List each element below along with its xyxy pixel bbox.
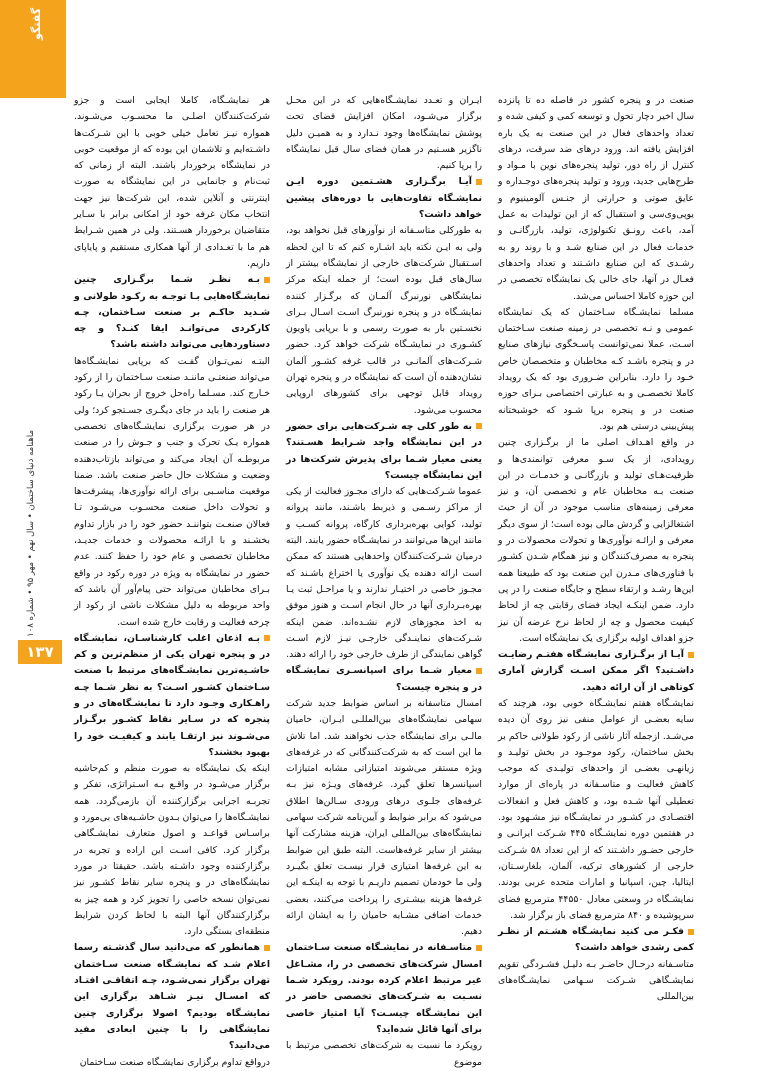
text: متاسـفانه در نمایشـگاه صنعت سـاختمان امسال شرکت‌های تخصصی در را، مشـاغل غیر مرتبط اعلام کرده بودند. رویکرد شـما نسـبت به شـرکت‌های تخصصی حاضر در این نمایشـگاه چیسـت؟ آیا امتیاز خاصی برای آنها قائل شده‌اید؟ xyxy=(286,942,482,1035)
paragraph xyxy=(74,93,270,272)
paragraph xyxy=(286,484,482,663)
text: آیـا برگـزاری هشـتمین دوره ایـن نمایشـگاه تفاوت‌هایی با دوره‌های پیشین خواهد داشت؟ xyxy=(286,176,482,221)
question-bullet-icon xyxy=(476,179,482,185)
paragraph xyxy=(286,223,482,419)
text: مسلما نمایشـگاه سـاختمان که یک نمایشگاه عمومی و نـه تخصصی در زمینه صنعت سـاختمان اسـت، عملا نمی‌توانست پاسـخگوی نیازهای صنایع در و پنجره باشـد کـه مخاطبان و متخصصان خاص خـود را دارد. بنابراین ضـروری بود که یک رویداد کاملا تخصصـی و به عبارتی اختصاصی بـرای حوزه صنعت در و پنجره برپا شـود که خوشبختانه پیش‌بینی درستی هم بود. xyxy=(498,306,694,432)
paragraph xyxy=(498,696,694,924)
text: امسال متاسفانه بر اساس ضوابط جدید شرکت سهامی نمایشگاه‌های بین‌المللـی ایـران، حامیان مالـی برای نمایشگاه جذب نخواهند شد. اما تلاش ما این است که به شرکت‌کنندگانی که در غرفه‌های ویژه مستقر می‌شوند امتیازاتی مشابه امتیازات اسپانسرها تعلق گیرد. غرفه‌های ویـژه نیز بـه غرفه‌های جلـوی درهای ورودی سـالن‌ها اطلاق می‌شود که برابر ضوابط و آیین‌نامه شرکت سهامی نمایشگاه‌های بین‌المللی ایران، هزینه مشارکت آنها بیشتر از سایر غرفه‌هاست. البته طبق این ضوابط به این غرفه‌ها امتیازی قرار نیسـت تعلق بگیـرد ولی ما خودمان تصمیم داریـم با توجه به اینکـه این غرفه‌ها هزینه بیشـتری را پرداخت می‌کنند، بعضی خدمات اضافی مشـابه حامیان را به ایشان ارائه دهیم. xyxy=(286,697,482,938)
text: آیـا از برگـزاری نمایشـگاه هفتـم رضایـت داشـتید؟ اگر ممکن اسـت گزارش آماری کوتاهی از آن ارائه دهید. xyxy=(498,649,694,693)
question-bullet-icon xyxy=(688,652,694,658)
question-bullet-icon xyxy=(476,668,482,674)
paragraph xyxy=(286,696,482,940)
interview-question xyxy=(74,631,270,761)
text: صنعت در و پنجره کشور در فاصله ده تا پانزده سال اخیر دچار تحول و توسعه کمی و کیفی شده و تعداد واحدهای فعال در این صنعت به یک باره افزایش یافته اند. ورود درهای ضد سرقت، درهای کنترل از راه دور، تولید پنجره‌های نوین با مـواد و طرح‌هایی جدید، ورود و تولید پنجره‌های دوجـداره و عایق صوتی و حرارتی از جنـس آلومینیوم و یوپی‌وی‌سی و استقبال که از این تولیدات به عمل آمد، باعث رونـق تکنولوژی، تولید، بازرگانـی و خدمات فعال در این صنایع شـد و با روند رو به رشـدی که این صنایع داشـتند و تعداد واحدهای فعـال در آنها، جای خالی یک نمایشگاه تخصصی در این حوزه کاملا احساس می‌شد. xyxy=(498,95,694,302)
text: ایـران و تعـدد نمایشـگاه‌هایی که در این محـل برگزار می‌شـود، امکان افزایش فضای تحت پوشش نمایشگاه‌ها وجود نـدارد و به همیـن دلیل ناگزیر هسـتیم در همان فضای سال قبل نمایشگاه را برپا کنیم. xyxy=(286,95,482,172)
column-left xyxy=(74,93,270,1068)
text: به طورکلی متاسـفانه از نوآورهای قبل نخواهد بود، ولی به ایـن نکته باید اشـاره کنم که تا این لحظه اسـتقبال شرکت‌های خارجی از نمایشگاه بیشتر از سال‌های قبل بوده است؛ از جمله اینکه مرکز نمایشگاهی نورنبرگ آلمـان که برگـزار کننده نمایشـگاه در و پنجره نورنبرگ اسـت اسـال بـرای نخسـتین بار به صورت رسمی و با برپایی پاویون کشـوری در نمایشـگاه شرکت خواهد کرد. حضور شـرکت‌های آلمانـی در قالب غرفه کشـور آلمان نشان‌دهنده آن است که نمایشگاه در و پنجره تهران رویداد قابل توجهی برای کشورهای اروپایی محسوب می‌شود. xyxy=(286,225,482,416)
question-bullet-icon xyxy=(264,945,270,951)
article-body xyxy=(74,93,695,1068)
text: درواقع تداوم برگزاری نمایشـگاه صنعت سـاختمان xyxy=(79,1056,270,1068)
issue-caption xyxy=(26,430,40,750)
text: رویکرد ما نسبت به شرکت‌های تخصصی مرتبط با موضوع xyxy=(286,1040,482,1068)
text: فکـر می کنید نمایشـگاه هشـتم از نظـر کمی رشدی خواهد داشت؟ xyxy=(498,926,694,954)
interview-question xyxy=(74,940,270,1054)
paragraph xyxy=(498,305,694,435)
interview-question xyxy=(498,647,694,696)
interview-question xyxy=(286,174,482,223)
interview-question xyxy=(286,940,482,1038)
question-bullet-icon xyxy=(476,945,482,951)
issue-caption-text: ماهنامه دنیای ساختمان • سال نهم • مهر ۹۵ • شماره ۱۰۸ xyxy=(26,430,36,637)
question-bullet-icon xyxy=(264,635,270,641)
paragraph xyxy=(74,1055,270,1071)
column-right xyxy=(498,93,694,1033)
text: البتـه نمی‌تـوان گفـت که برپایی نمایشـگاه‌ها می‌تواند صنعتـی ماننـد صنعت سـاختمان را از رکود خـارج کند. مسـلما راه‌حل خروج از بحران یـا رکود هر صنعت را باید در جای دیگـری جسـتجو کرد؛ ولی در هر صورت برگزاری نمایشـگاه‌های تخصصی همواره یـک تحرک و جنب و جـوش را در صنعت مربوطـه آن ایجاد می‌کند و می‌تواند بازتاب‌دهنده وضعیت و مشکلات حال حاضر صنعت باشد. ضمنا موقعیت مناسـبی برای ارائه نوآوری‌ها، پیشرفت‌ها و تحولات داخل صنعت محسـوب می‌شـود تـا فعالان صنعـت بتواننـد حضور خود را در بازار تداوم بخشـند و با ارائـه محصولات و خدمات جدیـد، مخاطبان تخصصی و عام خود را حفظ کنند. عدم حضور در نمایشگاه به ویژه در دوره رکود در واقع بـرای مخاطبان می‌تواند حتی پیام‌آور آن باشد که واحد مربوطه به دلیل مشکلات ناشی از رکود از چرخه فعالیت و رقابت خارج شده است. xyxy=(74,355,270,628)
interview-question xyxy=(286,663,482,696)
paragraph xyxy=(74,354,270,631)
text: هر نمایشـگاه، کاملا ایجابی است و جزو شرکت‌کنندگان اصلـی ما محسـوب می‌شـوند. همواره نیـز تعامل خیلی خوبی با این شـرکت‌ها داشـته‌ایم و تلاشمان این بوده که از موقعیت خوبی در نمایشگاه برخوردار باشند. البته از زمانی که ثبت‌نام و جانمایی در این نمایشگاه به صورت اینترنتی و آنلاین شده، این شرکت‌ها نیز جهت انتخاب مکان غرفه خود از امکانی برابر با سـایر متقاضیان برخوردار هسـتند. ولی در همین شـرایط هم ما با تعـدادی از آنها همکاری مستقیم و پایاپای داریم. xyxy=(74,95,270,269)
question-bullet-icon xyxy=(688,929,694,935)
paragraph xyxy=(286,1038,482,1071)
text: معیار شـما برای اسپانسـری نمایشـگاه در و پنجره چیست؟ xyxy=(286,665,482,693)
text: بـه اذعان اغلب کارشناسـان، نمایشـگاه در و پنجره تهران یکی از منظم‌ترین و کم حاشـیه‌ترین نمایشـگاه‌های مرتبط با صنعت سـاختمان کشـور اسـت؟ به نظر شـما چـه راهـکاری وجـود دارد تا نمایشـگاه‌های در و پنجره که در سـایر نقاط کشـور برگـزار می‌شـوند نیز ارتقـا یابند و کیفیـت خود را بهبود بخشند؟ xyxy=(74,632,270,758)
interview-question xyxy=(498,924,694,957)
paragraph xyxy=(286,93,482,174)
text: عموما شـرکت‌هایی که دارای مجـوز فعالیت از یکی از مراکز رسـمی و ذیربط باشـند، مانند پروانه تولید، کوایی بهره‌برداری کارگاه، پروانه کسـب و مانند این‌ها می‌توانند در نمایشـگاه حضور یابند. البته درمیان شـرکت‌کنندگان واحدهایی هستند که ممکن است ارائه دهنده یک نوآوری یا اختراع باشـند که مجـوز خاصی در اختیـار ندارند و یا مراحـل ثبت یـا بهره‌بـرداری آنها در حال انجام اسـت و هنوز موفق به اخذ مجوزهای لازم نشـده‌اند. ضمن اینکه شـرکت‌های نماینـدگی خارجـی نیـز لازم اسـت گواهی نمایندگی از طرف خارجی خود را ارائه دهند. xyxy=(286,486,482,661)
text: نمایشـگاه هفتم نمایشـگاه خوبی بود، هرچند که سایه بعضـی از عوامل منفی نیز روی آن دیده می‌شـد. ازجمله آثار ناشی از رکود طولانی حاکم بر بخش ساختمان، رکود موجـود در بخش تولیـد و زیانهـی بعضـی از واحدهای تولیـدی که موجب کاهش فعالیت و متاسـفانه در پاره‌ای از موارد تعطیلی آنها شـده بود، و کاهش فعل و انفعالات اقتصـادی در کشـور در نمایشـگاه نیز مشـهود بود. در هفتمین دوره نمایشـگاه ۴۴۵ شـرکت ایرانـی و خارجی حضـور داشـتند که از این تعداد ۵۸ شـرکت خارجی از کشورهای ترکیه، آلمان، بلغارسـتان، ایتالیا، چین، اسپانیا و امارات متحده عربی بودند. نمایشـگاه در وسعتی معادل ۴۴۵۵۰ مترمربع فضای سرپوشیده و ۸۴۰ مترمربع فضای باز برگزار شد. xyxy=(498,697,695,921)
interview-question xyxy=(286,419,482,484)
section-tab-label: گفتگو xyxy=(30,7,43,40)
paragraph xyxy=(498,957,694,1006)
page-number: ۱۳۷ xyxy=(18,640,62,664)
text: در واقع اهـداف اصلی ما از برگـزاری چنین رویدادی، از یک سـو معرفی توانمندی‌ها و ظرفیت‌هـای تولید و بازرگانـی و خدمـات در این صنعت بـه مخاطبان عام و تخصصی آن، و نیز معرفی زمینه‌های مناسب موجود در آن از حیث اشتغالزایی و گردش مالی بوده است؛ از سوی دیگر معرفی و ارائـه نوآوری‌ها و تحولات محصولات در و پنجره به مصرف‌کنندگان و نیز همگام شـدن کشـور با فناوری‌های مـدرن این صنعت بود که طبیعتا همه این‌ها رشـد و ارتقاء سطح و جایگاه صنعت را در پی دارد. ضمن اینکـه ایجاد فضای رقابتی چه از لحاظ کیفیت محصول و چه از لحاظ نرخ عرضه آن نیز جزو اهداف اولیه برگزاری یک نمایشگاه است. xyxy=(498,437,694,644)
interview-question xyxy=(74,272,270,353)
question-bullet-icon xyxy=(264,277,270,283)
question-bullet-icon xyxy=(476,423,482,429)
paragraph xyxy=(498,93,694,305)
paragraph xyxy=(74,761,270,940)
text: متاسـفانه درحـال حاضـر بـه دلیـل فشـردگی تقویم نمایشـگاهی شـرکت سـهامی نمایشـگاه‌های بین‌المللی xyxy=(498,958,694,1003)
text: بـه نظـر شـما برگـزاری چنین نمایشـگاه‌هایی بـا توجـه به رکـود طولانی و شـدید حاکـم بر صنعت سـاختمان، چـه کارکردی می‌توانـد ایفا کنـد؟ و چه دستاوردهایی می‌تواند داشته باشد؟ xyxy=(74,274,270,351)
text: اینکه یک نمایشگاه به صورت منظم و کم‌حاشیه برگزار می‌شـود در واقـع بـه اسـتراتژی، تفکر و تجربـه اجرایی برگزارکننده آن بازمی‌گردد. همه نمایشـگاه‌ها را می‌توان بـدون حاشـیه‌های بی‌مورد و براسـاس قواعـد و اصول متعارف نمایشـگاهی برگزار کرد. کافی اسـت این اراده و تجربه در برگزارکننده وجود داشـته باشد. حقیقتا در مورد نمایشگاه‌های در و پنجره سایر نقاط کشـور نیز نمی‌توان نسخه خاصی را تجویز کرد و همه چیز به برگزارکنندگان آنها البته با لحاظ کردن شرایط منطقه‌ای بستگی دارد. xyxy=(74,763,270,938)
section-tab xyxy=(0,0,66,98)
column-middle xyxy=(286,93,482,1068)
paragraph xyxy=(498,435,694,647)
text: همانطور که می‌دانید سال گذشـته رسما اعلام شـد که نمایشـگاه صنعت سـاختمان تهران برگزار نمی‌شـود، چـه اتفاقـی افتـاد که امسـال نیـز شـاهد برگزاری این نمایشـگاه بودیم؟ اصولا برگزاری چنین نمایشگاهی را با چنین ابعادی مفید می‌دانید؟ xyxy=(74,942,270,1052)
text: به طور کلی چه شـرکت‌هایی برای حضور در این نمایشگاه واجد شـرایط هسـتند؟ یعنی معیار شـما برای پذیرش شرکت‌ها در این نمایشگاه چیست؟ xyxy=(286,420,482,481)
